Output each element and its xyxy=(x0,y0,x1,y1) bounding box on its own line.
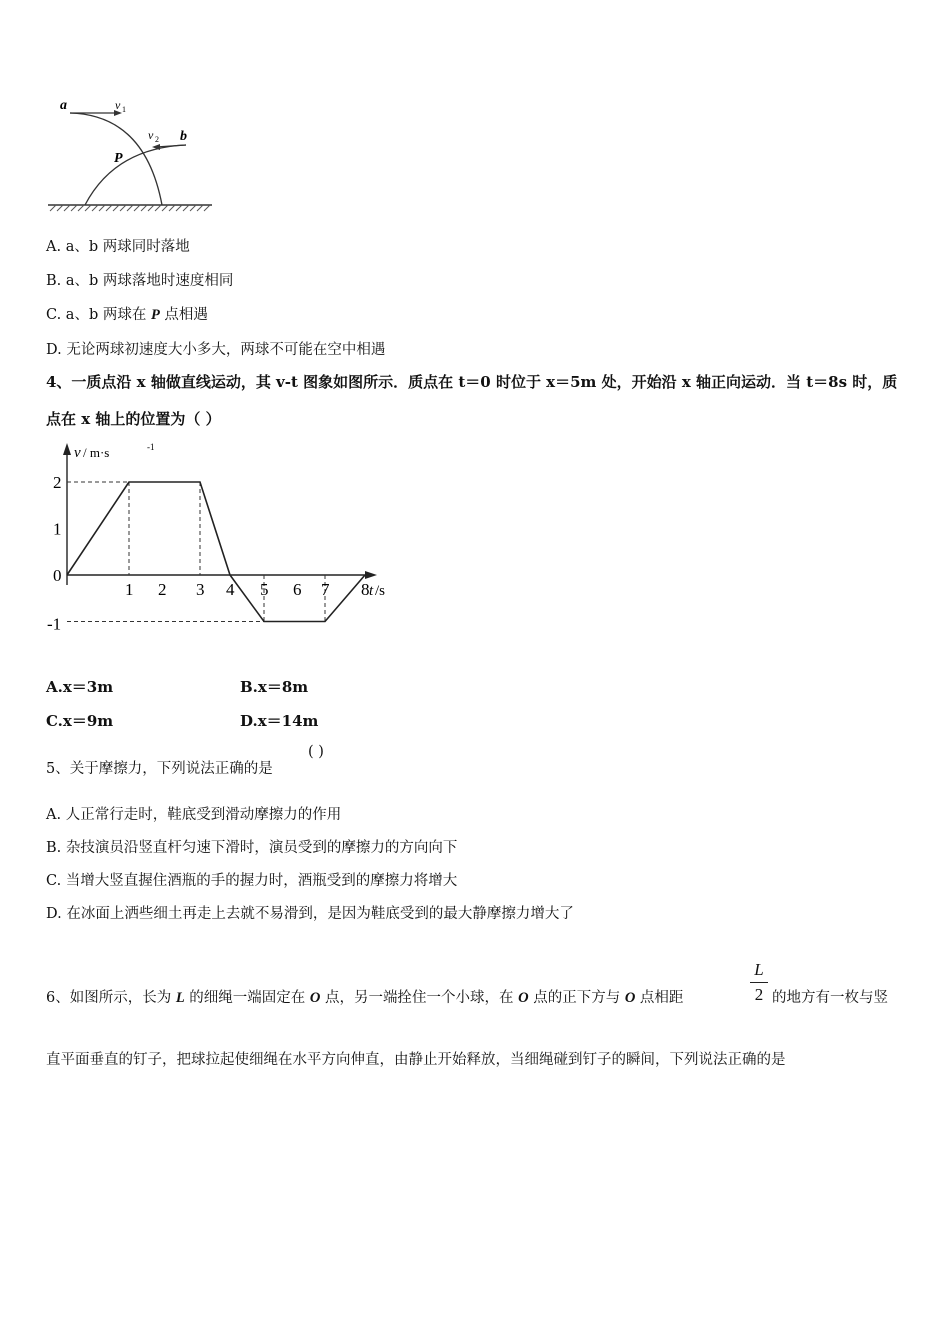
x-tick-label-8: 8 xyxy=(361,580,370,599)
x-axis-label-t: t xyxy=(369,583,374,599)
q3-option-c-pre: C. a、b 两球在 xyxy=(46,307,151,323)
q5-answer-paren: ( ) xyxy=(308,744,324,760)
q6-fraction xyxy=(750,960,768,1005)
y-axis-arrowhead xyxy=(63,443,71,455)
projectile-figure xyxy=(40,90,225,215)
q5-option-b: B. 杂技演员沿竖直杆匀速下滑时，演员受到的摩擦力的方向向下 xyxy=(46,840,458,856)
q4-stem-line2: 点在 x 轴上的位置为（ ） xyxy=(46,410,221,428)
y-axis-label-unit: / m·s xyxy=(83,445,110,460)
y-axis-label-exponent: -1 xyxy=(147,442,155,452)
q4-option-a: A.x＝3m xyxy=(46,678,114,696)
q6-text-5: 点相距 xyxy=(635,990,684,1006)
q6-var-l: L xyxy=(175,990,185,1006)
x-tick-label-5: 5 xyxy=(260,580,269,599)
q3-option-c-point: P xyxy=(150,307,160,323)
label-b: b xyxy=(180,129,187,144)
q4-stem-line1: 4、一质点沿 x 轴做直线运动，其 v-t 图象如图所示．质点在 t＝0 时位于 x＝5m 处，开始沿 x 轴正向运动．当 t＝8s 时，质 xyxy=(46,373,898,391)
q6-var-o3: O xyxy=(624,990,636,1006)
q6-var-o1: O xyxy=(309,990,321,1006)
label-a: a xyxy=(60,98,67,113)
y-tick-label-0: 0 xyxy=(53,566,62,585)
ground-hatching xyxy=(50,205,210,211)
y-tick-label-2: 2 xyxy=(53,473,62,492)
label-v1-sub: 1 xyxy=(122,105,126,114)
trajectory-b xyxy=(85,145,186,205)
q5-option-d: D. 在冰面上洒些细土再走上去就不易滑到，是因为鞋底受到的最大静摩擦力增大了 xyxy=(46,906,574,922)
x-axis-arrowhead xyxy=(365,571,377,579)
q5-option-a: A. 人正常行走时，鞋底受到滑动摩擦力的作用 xyxy=(46,807,342,823)
q6-fraction-denominator: 2 xyxy=(754,985,764,1004)
q6-text-2: 的细绳一端固定在 xyxy=(184,990,310,1006)
label-v2: v xyxy=(148,128,154,142)
q6-text-3: 点，另一端拴住一个小球，在 xyxy=(320,990,519,1006)
q6-stem-line2: 直平面垂直的钉子，把球拉起使细绳在水平方向伸直，由静止开始释放，当细绳碰到钉子的瞬间，下列说法正确的是 xyxy=(46,1052,786,1068)
q3-option-b: B. a、b 两球落地时速度相同 xyxy=(46,273,234,289)
q6-stem-line1 xyxy=(46,986,683,1007)
x-tick-label-7: 7 xyxy=(321,580,330,599)
q4-option-d: D.x＝14m xyxy=(240,712,319,730)
y-axis-label-v: v xyxy=(74,445,81,461)
x-tick-label-3: 3 xyxy=(196,580,205,599)
vt-chart xyxy=(40,435,400,650)
label-v2-sub: 2 xyxy=(155,135,159,144)
q4-option-c: C.x＝9m xyxy=(46,712,114,730)
q3-option-a: A. a、b 两球同时落地 xyxy=(46,239,190,255)
q6-fraction-numerator: L xyxy=(754,960,764,979)
q3-option-c-post: 点相遇 xyxy=(159,307,208,323)
x-tick-label-2: 2 xyxy=(158,580,167,599)
y-tick-label-1: 1 xyxy=(53,519,62,539)
q6-stem-line1-end: 的地方有一枚与竖 xyxy=(772,990,888,1006)
q6-text-1: 6、如图所示，长为 xyxy=(46,990,176,1006)
q5-option-c: C. 当增大竖直握住酒瓶的手的握力时，酒瓶受到的摩擦力将增大 xyxy=(46,873,458,889)
q6-fraction-bar xyxy=(750,982,768,983)
q3-option-c xyxy=(46,303,208,324)
label-p: P xyxy=(114,151,123,166)
q6-text-4: 点的正下方与 xyxy=(528,990,625,1006)
q5-stem: 5、关于摩擦力，下列说法正确的是 xyxy=(46,761,273,777)
x-tick-label-6: 6 xyxy=(293,580,302,599)
label-v1: v xyxy=(115,98,121,112)
q3-option-d: D. 无论两球初速度大小多大，两球不可能在空中相遇 xyxy=(46,342,386,358)
y-tick-label-neg1: -1 xyxy=(47,614,62,634)
x-tick-label-1: 1 xyxy=(125,580,134,599)
q4-option-b: B.x＝8m xyxy=(240,678,309,696)
x-tick-label-4: 4 xyxy=(226,580,235,599)
q6-var-o2: O xyxy=(518,990,529,1006)
vt-series-line xyxy=(67,482,365,622)
x-axis-label-unit: /s xyxy=(375,583,386,599)
